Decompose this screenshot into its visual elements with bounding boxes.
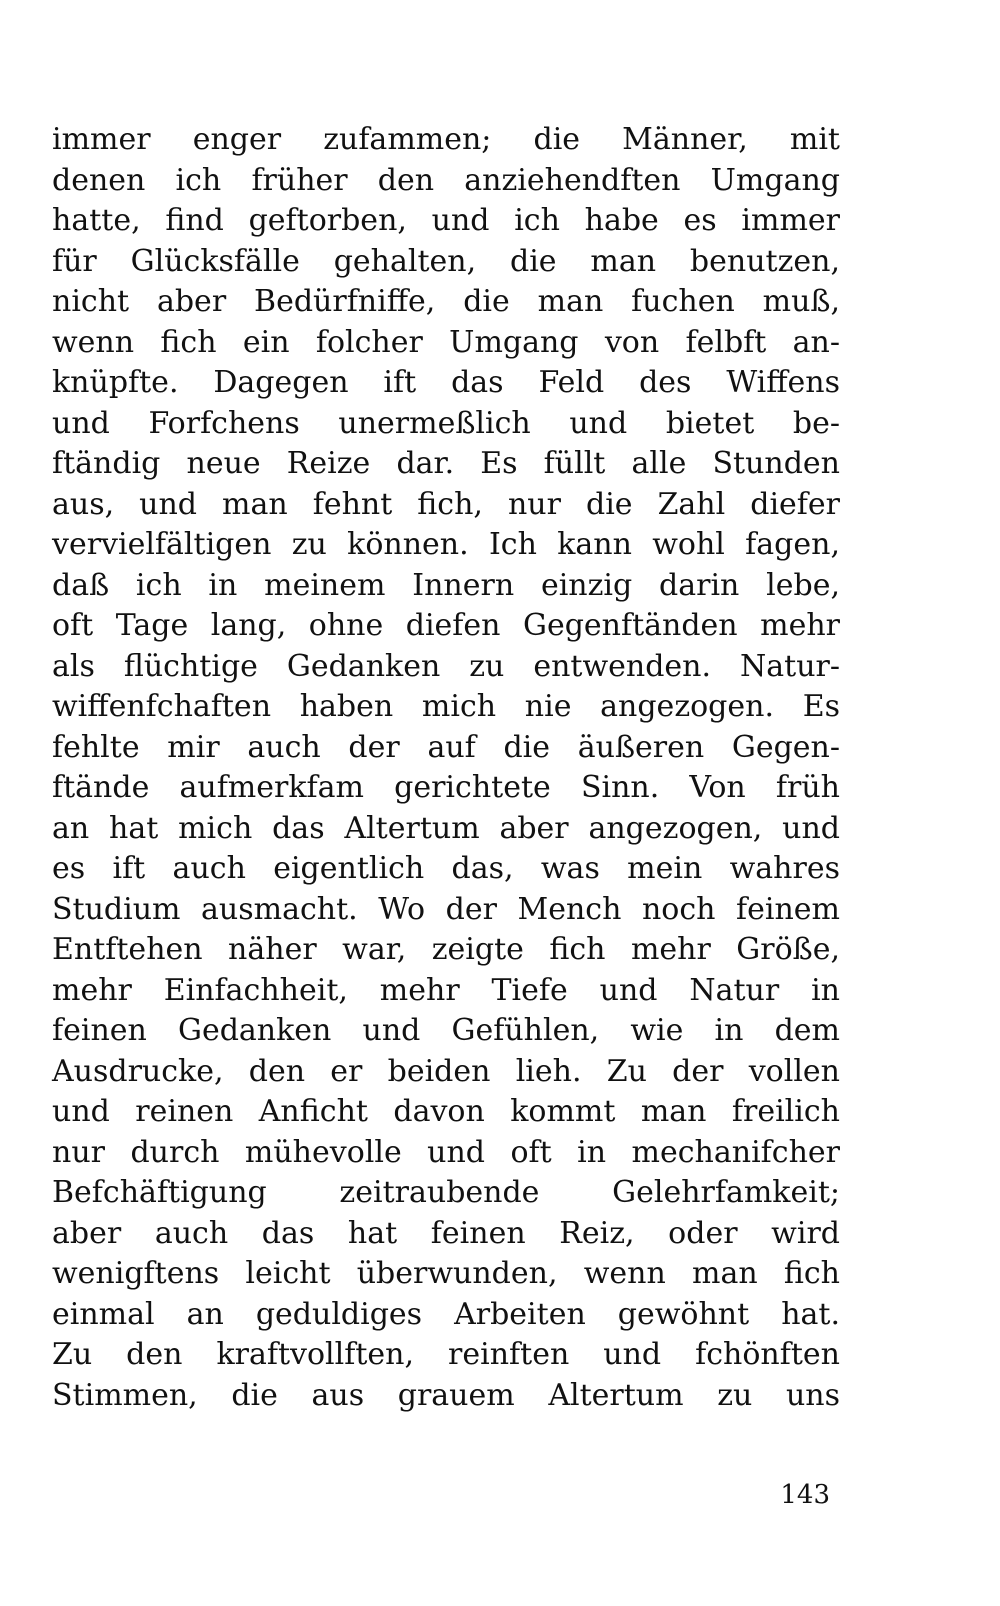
text-line: nicht aber Bedürfniffe, die man fuchen muß, [52,284,840,319]
text-line: für Glücksfälle gehalten, die man benutzen, [52,243,840,279]
page-number: 143 [780,1480,830,1510]
text-line: Zu den kraftvollften, reinften und fchönften [52,1337,840,1372]
text-line: feinen Gedanken und Gefühlen, wie in dem [52,1013,840,1048]
text-line: Stimmen, die aus grauem Altertum zu uns [52,1377,840,1413]
text-line: und reinen Anficht davon kommt man freilich [52,1094,840,1129]
text-line: knüpfte. Dagegen ift das Feld des Wiffens [52,365,840,400]
body-text [52,120,840,1416]
text-line: Ausdrucke, den er beiden lieh. Zu der vollen [52,1053,840,1089]
text-line: wenigftens leicht überwunden, wenn man fich [52,1256,840,1291]
text-line: Befchäftigung zeitraubende Gelehrfamkeit; [52,1175,840,1210]
text-line: vervielfältigen zu können. Ich kann wohl fagen, [52,527,840,562]
text-line: und Forfchens unermeßlich und bietet be- [52,405,840,441]
text-line: aus, und man fehnt fich, nur die Zahl diefer [52,486,840,522]
text-line: aber auch das hat feinen Reiz, oder wird [52,1215,840,1251]
text-line: mehr Einfachheit, mehr Tiefe und Natur in [52,972,840,1008]
text-line: als flüchtige Gedanken zu entwenden. Natur- [52,648,840,684]
text-line: Entftehen näher war, zeigte fich mehr Größe, [52,932,840,967]
text-line: fehlte mir auch der auf die äußeren Gegen- [52,729,840,765]
text-line: wenn fich ein folcher Umgang von felbft an- [52,324,840,360]
text-line: Studium ausmacht. Wo der Mench noch feinem [52,891,840,927]
text-line: ftände aufmerkfam gerichtete Sinn. Von früh [52,770,840,805]
text-line: wiffenfchaften haben mich nie angezogen. Es [52,689,840,724]
text-line: immer enger zufammen; die Männer, mit [52,122,840,157]
text-line: es ift auch eigentlich das, was mein wahres [52,851,840,886]
text-line: einmal an geduldiges Arbeiten gewöhnt hat. [52,1296,840,1332]
text-line: an hat mich das Altertum aber angezogen, und [52,810,840,846]
text-line: ftändig neue Reize dar. Es füllt alle Stunden [52,446,840,481]
text-line: hatte, find geftorben, und ich habe es immer [52,203,840,238]
text-line: denen ich früher den anziehendften Umgang [52,162,840,198]
text-line: oft Tage lang, ohne diefen Gegenftänden mehr [52,608,840,643]
text-line: nur durch mühevolle und oft in mechanifcher [52,1134,840,1170]
text-line: daß ich in meinem Innern einzig darin lebe, [52,567,840,603]
